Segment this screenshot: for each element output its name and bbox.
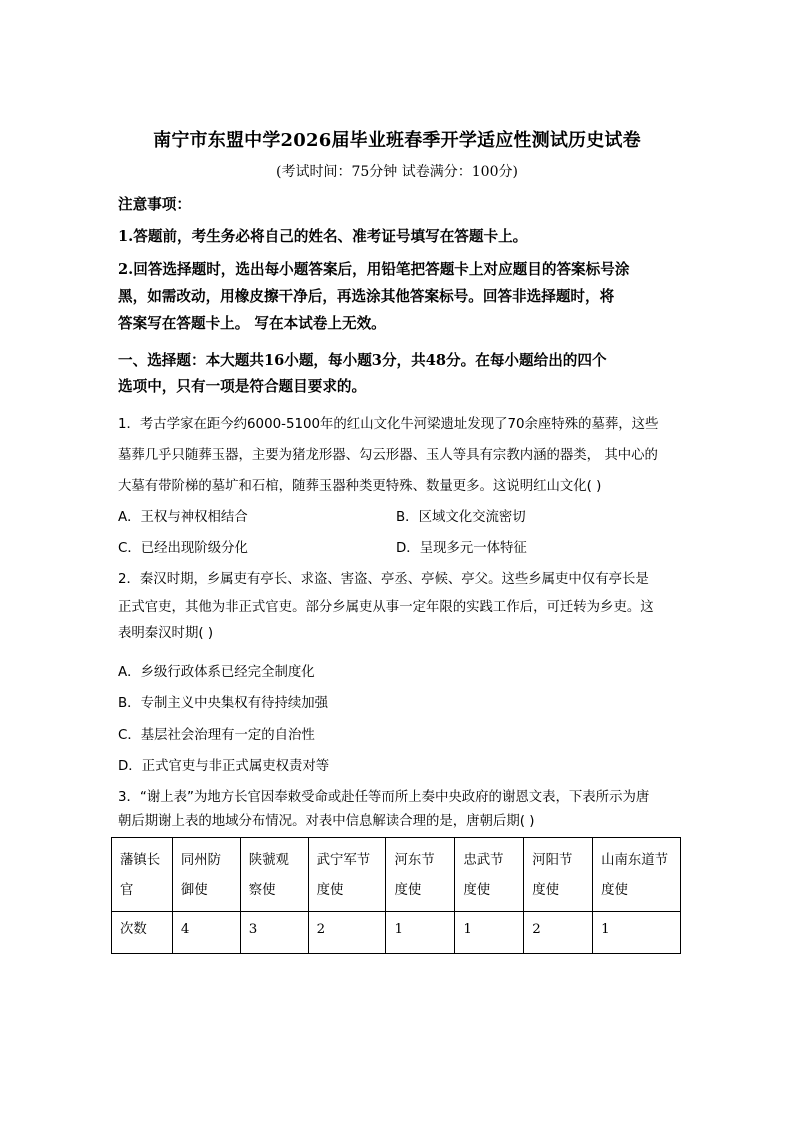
table-cell: 3 xyxy=(240,912,308,954)
notes-item-2-line-1: 2.回答选择题时，选出每小题答案后，用铅笔把答题卡上对应题目的答案标号涂 xyxy=(118,261,630,278)
table-cell: 4 xyxy=(172,912,240,954)
table-cell: 2 xyxy=(308,912,386,954)
q1-stem-line-1: 1．考古学家在距今约6000-5100年的红山文化牛河梁遗址发现了70余座特殊的墓葬，这些 xyxy=(118,417,659,432)
section-1-heading-line-1: 一、选择题：本大题共16小题，每小题3分，共48分。在每小题给出的四个 xyxy=(118,352,607,369)
q1-option-a: A．王权与神权相结合 xyxy=(118,510,248,525)
q2-option-b: B．专制主义中央集权有待持续加强 xyxy=(118,696,329,711)
table-header-cell: 山南东道节 度使 xyxy=(593,838,681,912)
q2-option-c: C．基层社会治理有一定的自治性 xyxy=(118,728,315,743)
section-1-heading-line-2: 选项中，只有一项是符合题目要求的。 xyxy=(118,378,367,395)
table-cell: 2 xyxy=(524,912,593,954)
table-header-cell: 藩镇长 官 xyxy=(112,838,173,912)
q2-option-d: D．正式官吏与非正式属吏权责对等 xyxy=(118,759,330,774)
q3-table xyxy=(111,837,681,954)
notes-item-2-line-2: 黑，如需改动，用橡皮擦干净后，再选涂其他答案标号。回答非选择题时，将 xyxy=(118,288,615,305)
table-row-label: 次数 xyxy=(112,912,173,954)
q3-stem-line-2: 朝后期谢上表的地域分布情况。对表中信息解读合理的是，唐朝后期( ) xyxy=(118,814,535,829)
table-header-cell: 忠武节 度使 xyxy=(455,838,524,912)
q1-stem-line-2: 墓葬几乎只随葬玉器，主要为猪龙形器、勾云形器、玉人等具有宗教内涵的器类， 其中心的 xyxy=(118,448,658,463)
q1-option-c: C．已经出现阶级分化 xyxy=(118,541,248,556)
q2-stem-line-1: 2．秦汉时期，乡属吏有亭长、求盗、害盗、亭丞、亭候、亭父。这些乡属吏中仅有亭长是 xyxy=(118,572,649,587)
table-header-cell: 同州防 御使 xyxy=(172,838,240,912)
notes-item-2-line-3: 答案写在答题卡上。 写在本试卷上无效。 xyxy=(118,315,386,332)
table-row-counts xyxy=(112,912,681,954)
table-row-header xyxy=(112,838,681,912)
table-header-cell: 河阳节 度使 xyxy=(524,838,593,912)
q1-option-d: D．呈现多元一体特征 xyxy=(396,541,527,556)
q2-stem-line-3: 表明秦汉时期( ) xyxy=(118,626,214,641)
q2-option-a: A．乡级行政体系已经完全制度化 xyxy=(118,665,315,680)
table-cell: 1 xyxy=(386,912,455,954)
notes-heading: 注意事项： xyxy=(118,196,191,213)
exam-subtitle: (考试时间：75分钟 试卷满分：100分) xyxy=(276,164,518,180)
table-cell: 1 xyxy=(593,912,681,954)
exam-title: 南宁市东盟中学2026届毕业班春季开学适应性测试历史试卷 xyxy=(153,130,641,151)
table-header-cell: 河东节 度使 xyxy=(386,838,455,912)
q1-option-b: B．区域文化交流密切 xyxy=(396,510,526,525)
q1-stem-line-3: 大墓有带阶梯的墓圹和石棺，随葬玉器种类更特殊、数量更多。这说明红山文化( ) xyxy=(118,479,602,494)
notes-item-1: 1.答题前，考生务必将自己的姓名、准考证号填写在答题卡上。 xyxy=(118,228,528,245)
table-header-cell: 武宁军节 度使 xyxy=(308,838,386,912)
q3-stem-line-1: 3．“谢上表”为地方长官因奉敕受命或赴任等而所上奏中央政府的谢恩文表，下表所示为唐 xyxy=(118,790,650,805)
q2-stem-line-2: 正式官吏，其他为非正式官吏。部分乡属吏从事一定年限的实践工作后，可迁转为乡吏。这 xyxy=(118,600,654,615)
table-header-cell: 陕虢观 察使 xyxy=(240,838,308,912)
table-cell: 1 xyxy=(455,912,524,954)
